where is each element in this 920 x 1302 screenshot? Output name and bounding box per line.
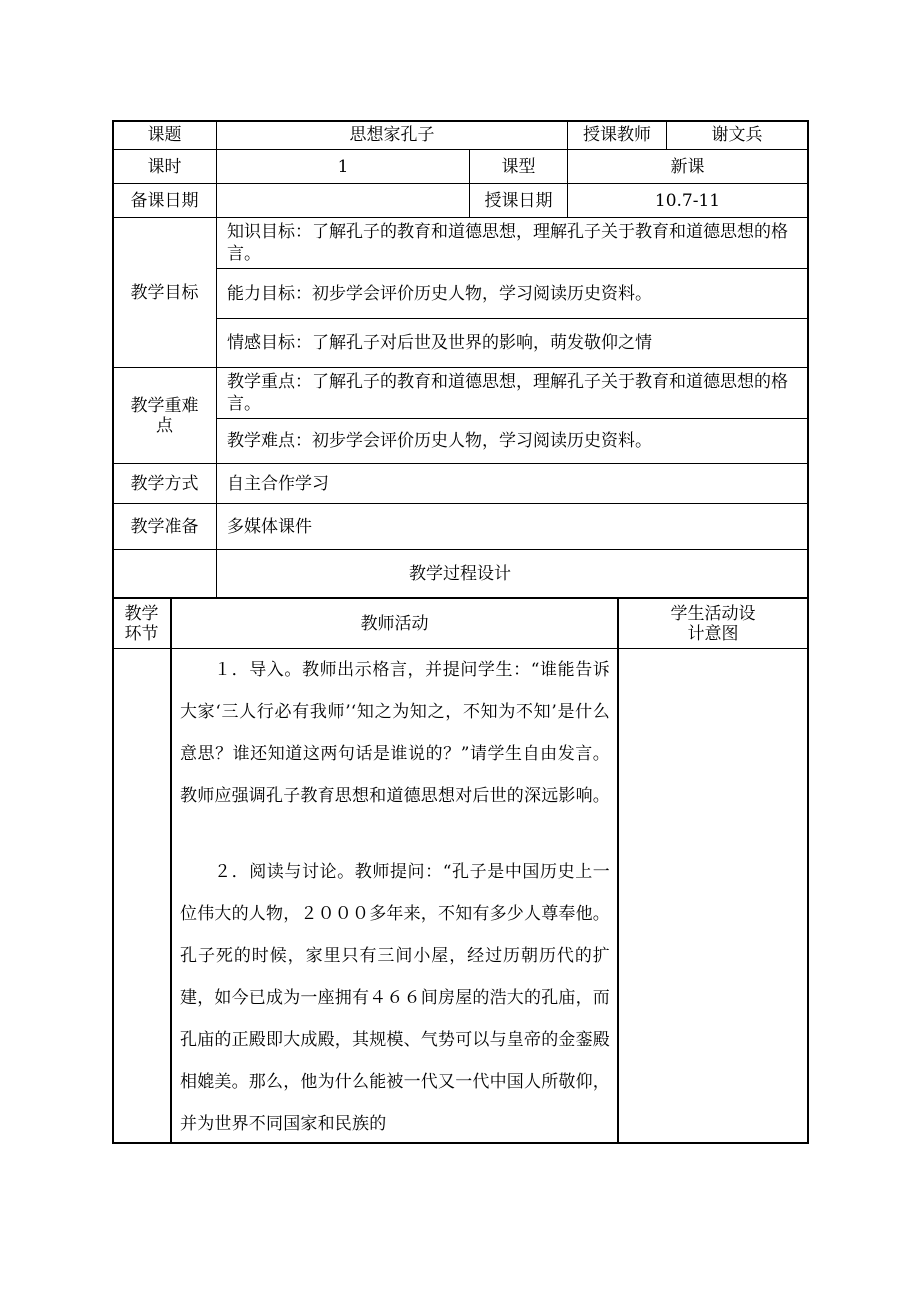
teacher-value: 谢文兵 [711,125,763,145]
topic-value: 思想家孔子 [349,125,435,145]
prep-date-value [217,184,469,217]
teacher-activity-header: 教师活动 [360,613,429,634]
student-activity-header: 学生活动设计意图 [670,603,756,644]
activity-paragraph-1: １．导入。教师出示格言，并提问学生：“谁能告诉大家‘三人行必有我师’‘知之为知之，不知为不知’是什么意思？谁还知道这两句话是谁说的？”请学生自由发言。教师应强调孔子教育思想和道德思想对后世的深远影响。 [180,660,610,806]
type-label: 课型 [501,156,536,177]
period-value: 1 [337,156,349,177]
activity-paragraph-2: ２．阅读与讨论。教师提问：“孔子是中国历史上一位伟大的人物，２０００多年来，不知有多少人尊奉他。孔子死的时候，家里只有三间小屋，经过历朝历代的扩建，如今已成为一座拥有４６６间房屋的浩大的孔庙，而孔庙的正殿即大成殿，其规模、气势可以与皇帝的金銮殿相媲美。那么，他为什么能被一代又一代中国人所敬仰，并为世界不同国家和民族的 [180,862,610,1134]
teacher-label: 授课教师 [583,125,651,145]
topic-label: 课题 [147,125,182,145]
teach-date-value: 10.7-11 [654,190,721,211]
stage-column-header: 教学环节 [124,603,159,644]
method-value: 自主合作学习 [227,473,329,494]
emotion-objective: 情感目标：了解孔子对后世及世界的影响，萌发敬仰之情 [227,333,652,353]
type-value: 新课 [670,156,705,177]
method-label: 教学方式 [130,473,199,494]
teaching-focus: 教学重点：了解孔子的教育和道德思想，理解孔子关于教育和道德思想的格言。 [227,372,788,414]
preparation-value: 多媒体课件 [227,516,312,537]
process-title: 教学过程设计 [409,563,511,584]
objectives-label: 教学目标 [130,282,199,303]
prep-date-label: 备课日期 [130,190,199,211]
ability-objective: 能力目标：初步学会评价历史人物，学习阅读历史资料。 [227,283,652,304]
teaching-difficulty: 教学难点：初步学会评价历史人物，学习阅读历史资料。 [227,431,652,451]
preparation-label: 教学准备 [130,516,199,537]
key-points-label: 教学重难点 [130,395,199,436]
teach-date-label: 授课日期 [484,190,553,211]
period-label: 课时 [147,156,182,177]
knowledge-objective: 知识目标：了解孔子的教育和道德思想，理解孔子关于教育和道德思想的格言。 [227,222,788,264]
